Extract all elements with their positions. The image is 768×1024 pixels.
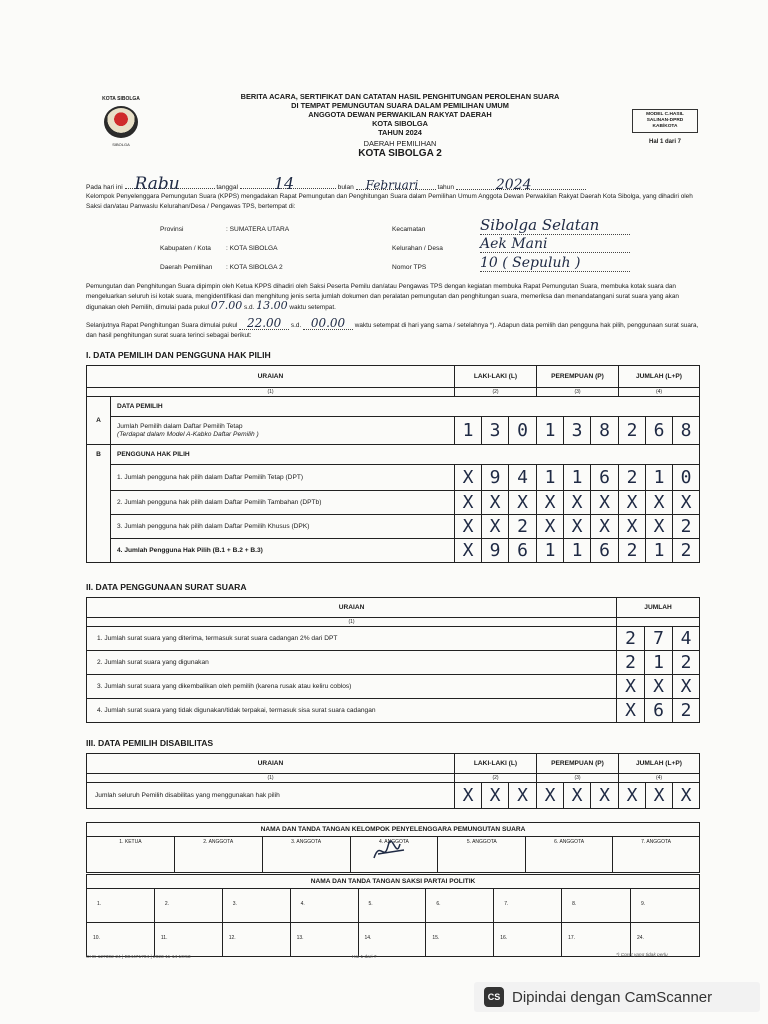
s3-col-j: JUMLAH (L+P) [619,754,700,774]
title-line-5: TAHUN 2024 [378,128,422,137]
footer-page: Hal 1 dari 7 [352,955,377,960]
hari-field[interactable]: Rabu [125,180,215,189]
s3-digit[interactable]: X [482,783,509,809]
start-time-2[interactable]: 22.00 [239,319,289,330]
kelurahan-field[interactable]: Aek Mani [480,236,630,253]
b2-digit[interactable]: X [509,491,537,515]
bulan-field[interactable]: Februari [356,181,436,190]
b2-digit[interactable]: X [673,491,700,515]
b2-digit[interactable]: X [646,491,673,515]
procedure-text-3: Selanjutnya Rapat Penghitungan Suara dimulai pukul [86,322,238,329]
b2-digit[interactable]: X [537,491,564,515]
section-a-title: DATA PEMILIH [111,397,700,417]
b-row-1-label: 1. Jumlah pengguna hak pilih dalam Daftar Pemilih Tetap (DPT) [111,465,455,491]
b3-digit[interactable]: X [646,515,673,539]
b1-digit[interactable]: 0 [673,465,700,491]
kpps-role[interactable]: 1. KETUA [87,837,175,873]
s2r3-digit[interactable]: X [645,675,673,699]
a-digit[interactable]: 3 [482,417,509,445]
b4-digit[interactable]: 6 [591,539,619,563]
a-digit[interactable]: 8 [673,417,700,445]
section-b-letter: B [87,445,111,563]
saksi-slot[interactable]: 8. [562,889,631,923]
s3-digit[interactable]: X [564,783,591,809]
s2-row-1-label: 1. Jumlah surat suara yang diterima, termasuk surat suara cadangan 2% dari DPT [87,627,617,651]
s3-row-label: Jumlah seluruh Pemilih disabilitas yang menggunakan hak pilih [87,783,455,809]
dapil-label: Daerah Pemilihan [160,264,213,271]
s2r3-digit[interactable]: X [673,675,700,699]
tanggal-label: tanggal [216,184,238,191]
tahun-label: tahun [437,184,455,191]
s2r1-digit[interactable]: 4 [673,627,700,651]
a-digit[interactable]: 1 [455,417,482,445]
start-time-1[interactable]: 07.00 [210,299,243,312]
s2r4-digit[interactable]: X [617,699,645,723]
saksi-slot[interactable]: 9. [631,889,700,923]
s3-idx-1: (1) [87,774,455,783]
procedure-text-1: Pemungutan dan Penghitungan Suara dipimpin oleh Ketua KPPS dihadiri oleh Saksi Peserta Pemilu dan/atau Pengawas TPS dengan kegiatan membuka Rapat Pemungutan Suara, membuka kotak suara dan mengeluarkan seluruh isi kotak suara, mengidentifikasi dan menghitung jenis serta jumlah dokumen dan peralatan pemungutan dan penghitungan suara, memeriksa dan menandatangani surat suara yang akan digunakan oleh Pemilih, dimulai pada pukul [86,283,679,311]
kpps-role[interactable]: 6. ANGGOTA [526,837,613,873]
saksi-slot[interactable]: 5. [358,889,426,923]
a-row-label [111,417,455,445]
saksi-slot[interactable]: 11. [154,923,222,957]
b3-digit[interactable]: X [482,515,509,539]
title-line-4: KOTA SIBOLGA [372,119,428,128]
a-row-line-2: (Terdapat dalam Model A-Kabko Daftar Pemilih ) [117,430,259,438]
signature-scribble [370,836,410,866]
saksi-slot[interactable]: 14. [358,923,426,957]
b4-digit[interactable]: 1 [564,539,591,563]
kelurahan-label: Kelurahan / Desa [392,245,443,252]
provinsi-value: : SUMATERA UTARA [226,226,290,233]
saksi-slot[interactable]: 6. [426,889,494,923]
b4-digit[interactable]: 6 [509,539,537,563]
b3-digit[interactable]: 2 [509,515,537,539]
s2-col-uraian: URAIAN [87,598,617,618]
daerah-label: DAERAH PEMILIHAN [363,139,437,148]
daerah-value: KOTA SIBOLGA 2 [358,148,442,159]
saksi-slot[interactable]: 17. [562,923,631,957]
tanggal-field[interactable]: 14 [240,180,336,189]
kecamatan-field[interactable]: Sibolga Selatan [480,216,630,235]
date-line [86,174,586,194]
s2-row-3-label: 3. Jumlah surat suara yang dikembalikan oleh pemilih (karena rusak atau keliru coblos) [87,675,617,699]
s3-digit[interactable]: X [619,783,646,809]
b2-digit[interactable]: X [619,491,646,515]
logo-text-top: KOTA SIBOLGA [102,96,140,102]
b2-digit[interactable]: X [482,491,509,515]
procedure-paragraph [86,282,700,313]
end-time-2[interactable]: 00.00 [303,319,353,330]
b-row-4-label: 4. Jumlah Pengguna Hak Pilih (B.1 + B.2 + B.3) [111,539,455,563]
a-digit[interactable]: 6 [646,417,673,445]
s1-idx-3: (3) [537,388,619,397]
b1-digit[interactable]: 1 [564,465,591,491]
saksi-slot[interactable]: 1. [87,889,155,923]
s2r2-digit[interactable]: 2 [617,651,645,675]
b4-digit[interactable]: X [455,539,482,563]
saksi-slot[interactable]: 10. [87,923,155,957]
kabkota-label: Kabupaten / Kota [160,245,211,252]
title-line-2: DI TEMPAT PEMUNGUTAN SUARA DALAM PEMILIHAN UMUM [291,101,509,110]
procedure-text-2: waktu setempat. [289,304,336,311]
b3-digit[interactable]: 2 [673,515,700,539]
s3-digit[interactable]: X [646,783,673,809]
end-time-1[interactable]: 13.00 [256,299,288,312]
saksi-slot[interactable]: 2. [154,889,222,923]
procedure-text-4: waktu setempat di hari yang sama / setelahnya *). Adapun data pemilih dan pengguna hak pilih, penggunaan surat suara, dan hasil penghitungan surat suara terinci sebagai berikut: [86,322,699,339]
saksi-title: NAMA DAN TANDA TANGAN SAKSI PARTAI POLITIK [87,875,700,889]
b1-digit[interactable]: 6 [591,465,619,491]
s1-col-uraian: URAIAN [87,366,455,388]
b1-digit[interactable]: 1 [537,465,564,491]
section-a-letter: A [87,397,111,445]
s3-idx-2: (2) [455,774,537,783]
model-box [632,109,698,133]
b3-digit[interactable]: X [537,515,564,539]
s2r2-digit[interactable]: 1 [645,651,673,675]
s2-idx: (1) [87,618,617,627]
b-row-3-label: 3. Jumlah pengguna hak pilih dalam Daftar Pemilih Khusus (DPK) [111,515,455,539]
s3-digit[interactable]: X [591,783,619,809]
b1-digit[interactable]: 9 [482,465,509,491]
provinsi-label: Provinsi [160,226,184,233]
s1-col-l: LAKI-LAKI (L) [455,366,537,388]
b2-digit[interactable]: X [591,491,619,515]
a-digit[interactable]: 1 [537,417,564,445]
saksi-slot[interactable]: 16. [494,923,562,957]
s2-row-2-label: 2. Jumlah surat suara yang digunakan [87,651,617,675]
s1-col-j: JUMLAH (L+P) [619,366,700,388]
page-info: Hal 1 dari 7 [648,139,681,145]
b1-digit[interactable]: 1 [646,465,673,491]
procedure-paragraph-2 [86,316,700,340]
section-2-table [86,597,700,723]
kecamatan-label: Kecamatan [392,226,426,233]
b1-digit[interactable]: 4 [509,465,537,491]
s2r4-digit[interactable]: 6 [645,699,673,723]
s1-col-p: PEREMPUAN (P) [537,366,619,388]
b2-digit[interactable]: X [564,491,591,515]
s3-col-uraian: URAIAN [87,754,455,774]
b1-digit[interactable]: 2 [619,465,646,491]
s2r1-digit[interactable]: 7 [645,627,673,651]
model-line-3: KAB/KOTA [652,124,678,129]
s3-idx-3: (3) [537,774,619,783]
logo-text-bottom: SIBOLGA [112,142,130,147]
document-title [180,92,620,160]
emblem-icon [104,106,138,138]
b3-digit[interactable]: X [619,515,646,539]
tps-field[interactable]: 10 ( Sepuluh ) [480,255,630,272]
b4-digit[interactable]: 2 [619,539,646,563]
s2r2-digit[interactable]: 2 [673,651,700,675]
s2-idx-blank [617,618,700,627]
kabkota-value: : KOTA SIBOLGA [226,245,278,252]
b2-digit[interactable]: X [455,491,482,515]
kpps-title: NAMA DAN TANDA TANGAN KELOMPOK PENYELENGGARA PEMUNGUTAN SUARA [87,823,700,837]
kpps-role[interactable]: 7. ANGGOTA [613,837,700,873]
kpps-role[interactable]: 2. ANGGOTA [174,837,262,873]
section-3-title: III. DATA PEMILIH DISABILITAS [86,738,214,748]
s3-digit[interactable]: X [509,783,537,809]
saksi-slot[interactable]: 3. [222,889,290,923]
pada-hari-label: Pada hari ini [86,184,123,191]
s3-digit[interactable]: X [455,783,482,809]
section-3-table [86,753,700,809]
a-digit[interactable]: 0 [509,417,537,445]
s2r3-digit[interactable]: X [617,675,645,699]
model-line-2: SALINAN-DPRD [646,118,684,123]
s1-idx-1: (1) [87,388,455,397]
saksi-slot[interactable]: 4. [290,889,358,923]
b3-digit[interactable]: X [591,515,619,539]
bulan-label: bulan [337,184,354,191]
s3-digit[interactable]: X [537,783,564,809]
saksi-slot[interactable]: 13. [290,923,358,957]
sd-1: s.d. [244,304,255,311]
kpps-role[interactable]: 4. ANGGOTA [350,837,438,873]
section-b-title: PENGGUNA HAK PILIH [111,445,700,465]
dapil-value: : KOTA SIBOLGA 2 [226,264,283,271]
s3-idx-4: (4) [619,774,700,783]
title-line-3: ANGGOTA DEWAN PERWAKILAN RAKYAT DAERAH [308,110,492,119]
footer-note: *) Coret yang tidak perlu [616,953,668,958]
saksi-slot[interactable]: 12. [222,923,290,957]
section-1-title: I. DATA PEMILIH DAN PENGGUNA HAK PILIH [86,350,271,360]
a-digit[interactable]: 2 [619,417,646,445]
a-digit[interactable]: 8 [591,417,619,445]
camscanner-icon: CS [484,987,504,1007]
section-1-table [86,365,700,563]
s2r4-digit[interactable]: 2 [673,699,700,723]
title-line-1: BERITA ACARA, SERTIFIKAT DAN CATATAN HASIL PENGHITUNGAN PEROLEHAN SUARA [240,92,560,101]
section-2-title: II. DATA PENGGUNAAN SURAT SUARA [86,582,247,592]
saksi-slot[interactable]: 15. [426,923,494,957]
kpps-role[interactable]: 3. ANGGOTA [262,837,350,873]
footer-code: CHS-127302-24 | B04471704 | 2023-11-14 10:53 [86,955,191,960]
s2-row-4-label: 4. Jumlah surat suara yang tidak digunakan/tidak terpakai, termasuk sisa surat suara cadangan [87,699,617,723]
sd-2: s.d. [290,322,302,329]
model-line-1: MODEL C.HASIL [646,112,684,117]
camscanner-watermark [474,982,760,1012]
b-row-2-label: 2. Jumlah pengguna hak pilih dalam Daftar Pemilih Tambahan (DPTb) [111,491,455,515]
tahun-field[interactable]: 2024 [456,181,586,190]
camscanner-text: Dipindai dengan CamScanner [512,988,713,1006]
kpu-logo [96,96,146,150]
a-row-line-1: Jumlah Pemilih dalam Daftar Pemilih Tetap [117,422,243,430]
s1-idx-4: (4) [619,388,700,397]
s1-idx-2: (2) [455,388,537,397]
saksi-slot[interactable]: 24. [631,923,700,957]
b4-digit[interactable]: 2 [673,539,700,563]
b1-digit[interactable]: X [455,465,482,491]
intro-paragraph: Kelompok Penyelenggara Pemungutan Suara (KPPS) mengadakan Rapat Pemungutan dan Penghitungan Suara dalam Pemilihan Umum Anggota Dewan Perwakilan Rakyat Daerah Kota Sibolga, yang dihadiri oleh Saksi dan/atau Panwaslu Kelurahan/Desa / Pengawas TPS, bertempat di: [86,193,693,210]
s2-col-jumlah: JUMLAH [617,598,700,618]
tps-label: Nomor TPS [392,264,427,271]
b3-digit[interactable]: X [564,515,591,539]
saksi-slot[interactable]: 7. [494,889,562,923]
b4-digit[interactable]: 9 [482,539,509,563]
s2r1-digit[interactable]: 2 [617,627,645,651]
s3-col-l: LAKI-LAKI (L) [455,754,537,774]
saksi-signature-table [86,874,700,957]
s3-col-p: PEREMPUAN (P) [537,754,619,774]
b4-digit[interactable]: 1 [537,539,564,563]
a-digit[interactable]: 3 [564,417,591,445]
kpps-role[interactable]: 5. ANGGOTA [438,837,526,873]
b4-digit[interactable]: 1 [646,539,673,563]
s3-digit[interactable]: X [673,783,700,809]
b3-digit[interactable]: X [455,515,482,539]
